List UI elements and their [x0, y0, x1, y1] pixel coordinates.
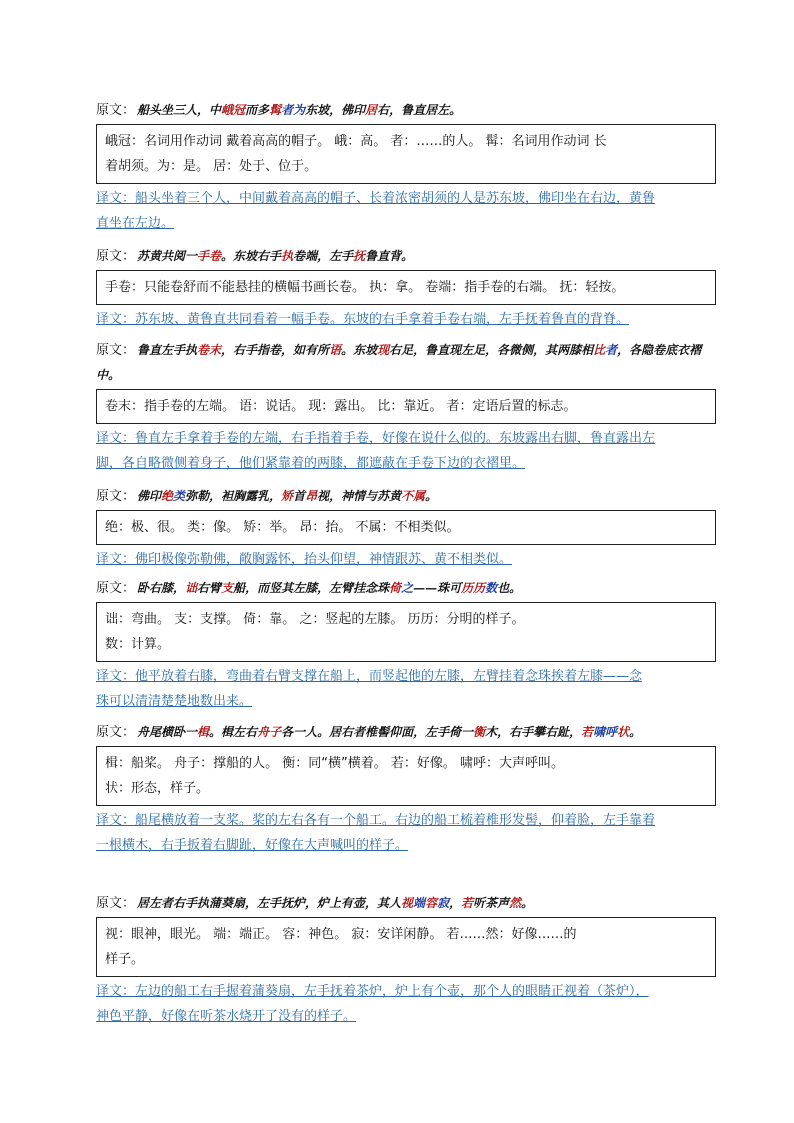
translation-line: 一根横木，右手扳着右脚趾，好像在大声喊叫的样子。	[96, 838, 409, 853]
notes-box	[96, 602, 716, 662]
original-body: 居左者右手执蒲葵扇，左手抚炉，炉上有壶，其人视端容寂，若听茶声然。	[137, 896, 534, 910]
translation-line: 珠可以清清楚楚地数出来。	[96, 694, 253, 709]
original-body: 佛印绝类弥勒，袒胸露乳，矫首昂视，神情与苏黄不属。	[137, 489, 438, 503]
section-5	[96, 576, 716, 714]
section-2	[96, 244, 716, 332]
translation	[96, 426, 716, 476]
note-line: 手卷：只能卷舒而不能悬挂的横幅书画长卷。 执：拿。 卷端：指手卷的右端。 抚：轻按。	[105, 280, 625, 295]
original-text: 原文： 船头坐三人，中峨冠而多髯者为东坡，佛印居右，鲁直居左。	[96, 103, 462, 118]
note-line: 诎：弯曲。 支：支撑。 倚：靠。 之：竖起的左膝。 历历：分明的样子。	[105, 612, 525, 627]
note-line: 样子。	[105, 952, 145, 967]
translation-line: 译文：佛印极像弥勒佛，敞胸露怀，抬头仰望，神情跟苏、黄不相类似。	[96, 552, 513, 567]
notes-box	[96, 746, 716, 806]
note-line: 状：形态，样子。	[105, 781, 210, 796]
translation	[96, 307, 716, 332]
section-3	[96, 338, 716, 476]
notes-box	[96, 917, 716, 977]
note-line: 数：计算。	[105, 637, 171, 652]
original-text: 原文： 卧右膝，诎右臂支船，而竖其左膝，左臂挂念珠倚之——珠可历历数也。	[96, 581, 522, 596]
section-1	[96, 98, 716, 236]
original-text: 原文： 苏黄共阅一手卷。东坡右手执卷端，左手抚鲁直背。	[96, 249, 414, 264]
translation-line: 直坐在左边。	[96, 216, 175, 231]
original-text: 原文： 佛印绝类弥勒，袒胸露乳，矫首昂视，神情与苏黄不属。	[96, 489, 438, 504]
original-text: 原文： 居左者右手执蒲葵扇，左手抚炉，炉上有壶，其人视端容寂，若听茶声然。	[96, 896, 534, 911]
translation-line: 译文：左边的船工右手握着蒲葵扇，左手抚着茶炉，炉上有个壶，那个人的眼睛正视着（茶炉），	[96, 984, 649, 999]
note-line: 绝：极、很。 类：像。 矫：举。 昂：抬。 不属：不相类似。	[105, 520, 460, 535]
translation	[96, 186, 716, 236]
translation	[96, 808, 716, 858]
original-text: 原文： 鲁直左手执卷末，右手指卷，如有所语。东坡现右足，鲁直现左足，各微侧，其两膝相比者，各隐卷底衣褶中。	[96, 343, 702, 382]
notes-box	[96, 510, 716, 545]
translation-line: 译文：苏东坡、黄鲁直共同看着一幅手卷。东坡的右手拿着手卷右端，左手抚着鲁直的背脊。	[96, 312, 630, 327]
original-body: 卧右膝，诎右臂支船，而竖其左膝，左臂挂念珠倚之——珠可历历数也。	[137, 581, 522, 595]
translation-line: 译文：船尾横放着一支桨。桨的左右各有一个船工。右边的船工梳着椎形发髻，仰着脸，左手靠着	[96, 813, 656, 828]
section-4	[96, 484, 716, 572]
note-line: 楫：船桨。 舟子：撑船的人。 衡：同“横”横着。 若：好像。 啸呼：大声呼叫。	[105, 756, 564, 771]
original-text: 原文： 舟尾横卧一楫。楫左右舟子各一人。居右者椎髻仰面，左手倚一衡木，右手攀右趾，若啸呼状。	[96, 725, 642, 740]
original-body: 鲁直左手执卷末，右手指卷，如有所语。东坡现右足，鲁直现左足，各微侧，其两膝相比者，各隐卷底衣褶中。	[96, 343, 702, 382]
original-body: 舟尾横卧一楫。楫左右舟子各一人。居右者椎髻仰面，左手倚一衡木，右手攀右趾，若啸呼状。	[137, 725, 642, 739]
translation	[96, 547, 716, 572]
note-line: 峨冠：名词用作动词 戴着高高的帽子。 峨：高。 者：……的人。 髯：名词用作动词 长	[105, 134, 607, 149]
translation-line: 译文：船头坐着三个人，中间戴着高高的帽子、长着浓密胡须的人是苏东坡，佛印坐在右边，黄鲁	[96, 191, 656, 206]
note-line: 卷末：指手卷的左端。 语：说话。 现：露出。 比：靠近。 者：定语后置的标志。	[105, 399, 577, 414]
notes-box	[96, 124, 716, 184]
notes-box	[96, 270, 716, 305]
translation-line: 译文：鲁直左手拿着手卷的左端，右手指着手卷，好像在说什么似的。东坡露出右脚，鲁直露出左	[96, 431, 656, 446]
note-line: 着胡须。为：是。 居：处于、位于。	[105, 159, 318, 174]
original-body: 船头坐三人，中峨冠而多髯者为东坡，佛印居右，鲁直居左。	[137, 103, 462, 117]
translation-line: 神色平静，好像在听茶水烧开了没有的样子。	[96, 1009, 357, 1024]
section-7	[96, 891, 716, 1029]
original-body: 苏黄共阅一手卷。东坡右手执卷端，左手抚鲁直背。	[137, 249, 414, 263]
translation	[96, 664, 716, 714]
translation-line: 译文：他平放着右膝，弯曲着右臂支撑在船上，而竖起他的左膝，左臂挂着念珠挨着左膝——念	[96, 669, 643, 684]
notes-box	[96, 389, 716, 424]
section-6	[96, 720, 716, 858]
translation	[96, 979, 716, 1029]
note-line: 视：眼神，眼光。 端：端正。 容：神色。 寂：安详闲静。 若……然：好像……的	[105, 927, 577, 942]
translation-line: 脚，各自略微侧着身子，他们紧靠着的两膝，都遮蔽在手卷下边的衣褶里。	[96, 456, 526, 471]
